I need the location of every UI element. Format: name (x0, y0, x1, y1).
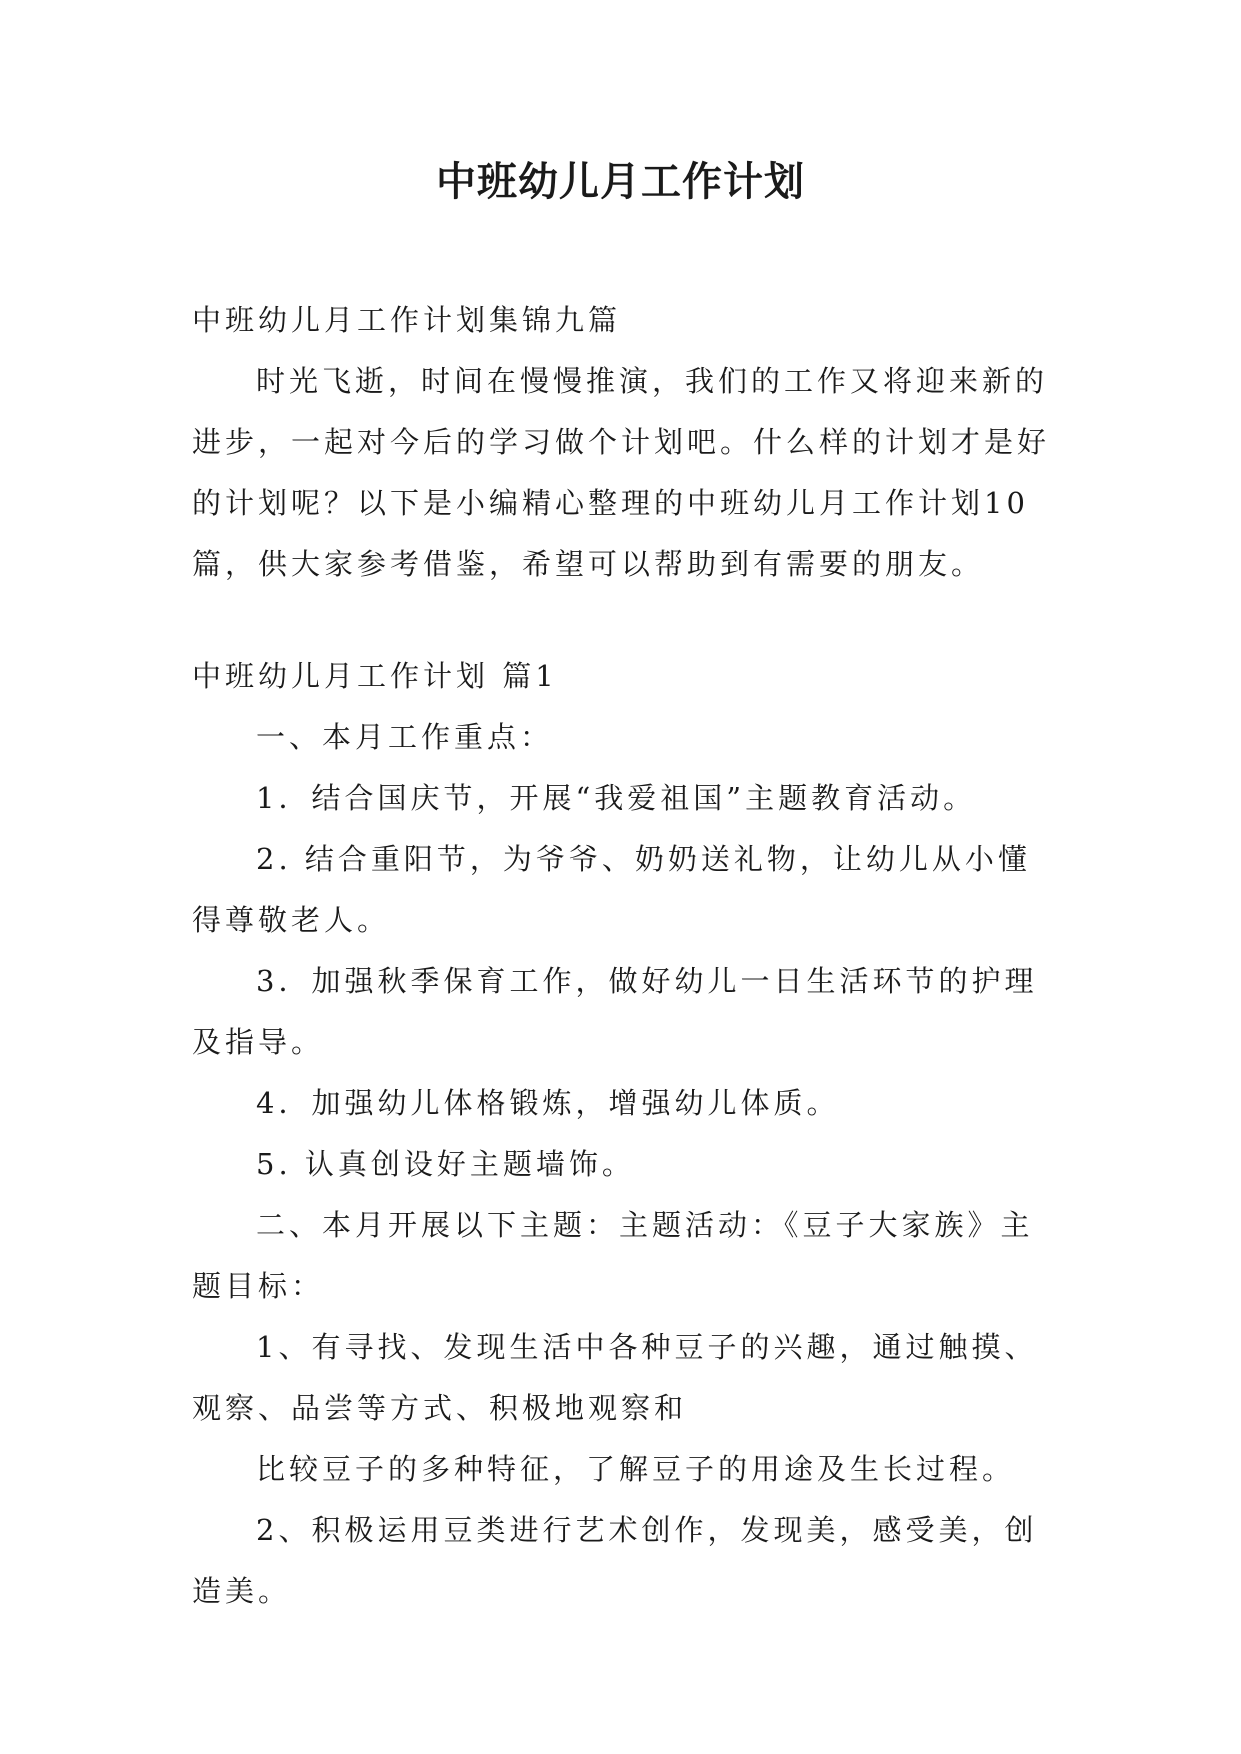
list-item: 5. 认真创设好主题墙饰。 (256, 1147, 635, 1181)
collection-heading: 中班幼儿月工作计划集锦九篇 (192, 303, 622, 337)
intro-paragraph: 时光飞逝，时间在慢慢推演，我们的工作又将迎来新的进步，一起对今后的学习做个计划吧。什么样的计划才是好的计划呢？以下是小编精心整理的中班幼儿月工作计划10篇，供大家参考借鉴，希望可以帮助到有需要的朋友。 (192, 364, 1051, 581)
list-item: 1．结合国庆节，开展“我爱祖国”主题教育活动。 (256, 781, 977, 815)
list-item: 2. 结合重阳节，为爷爷、奶奶送礼物，让幼儿从小懂得尊敬老人。 (192, 842, 1031, 937)
section-heading: 中班幼儿月工作计划 篇1 (192, 659, 558, 693)
subheading-focus: 一、本月工作重点： (256, 720, 554, 754)
document-body (192, 290, 1052, 1622)
section-spacer (192, 595, 1052, 646)
subheading-themes: 二、本月开展以下主题：主题活动：《豆子大家族》主题目标： (192, 1208, 1034, 1303)
goal-item: 2、积极运用豆类进行艺术创作，发现美，感受美，创造美。 (192, 1513, 1038, 1608)
list-item: 4．加强幼儿体格锻炼，增强幼儿体质。 (256, 1086, 840, 1120)
goal-item: 1、有寻找、发现生活中各种豆子的兴趣，通过触摸、观察、品尝等方式、积极地观察和 (192, 1330, 1038, 1425)
document-title: 中班幼儿月工作计划 (436, 158, 805, 205)
goal-item-continuation: 比较豆子的多种特征，了解豆子的用途及生长过程。 (256, 1452, 1016, 1486)
list-item: 3．加强秋季保育工作，做好幼儿一日生活环节的护理及指导。 (192, 964, 1038, 1059)
